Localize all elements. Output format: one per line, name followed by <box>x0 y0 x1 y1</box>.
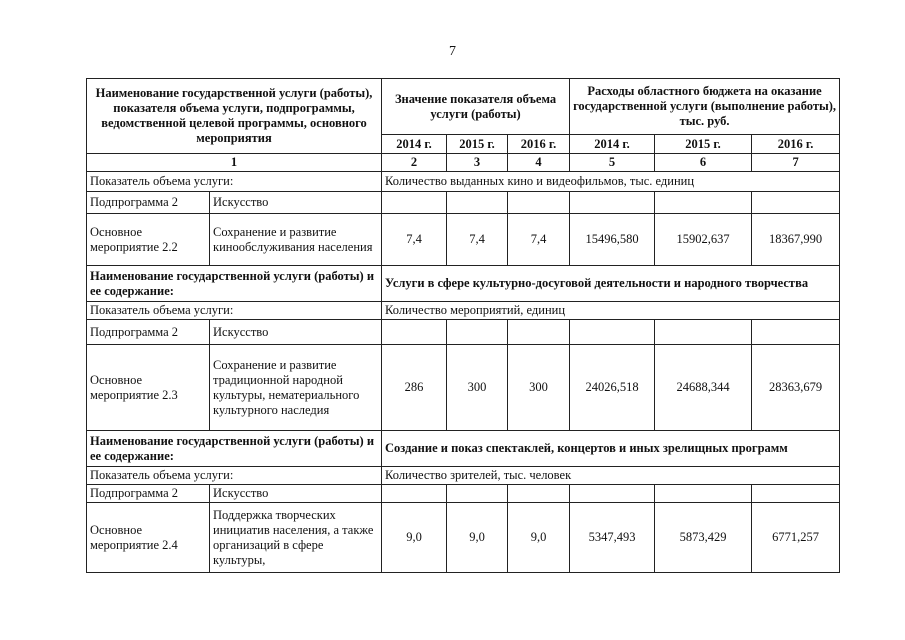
event-description: Сохранение и развитие кинообслуживания населения <box>210 214 382 266</box>
header-service-name: Наименование государственной услуги (работы), показателя объема услуги, подпрограммы, ведомственной целевой программы, основного мероприятия <box>87 79 382 154</box>
event-label: Основное мероприятие 2.2 <box>87 214 210 266</box>
column-number: 6 <box>655 154 752 172</box>
event-description: Сохранение и развитие традиционной народной культуры, нематериального культурного наследия <box>210 345 382 431</box>
indicator-label: Показатель объема услуги: <box>87 172 382 192</box>
service-value: Создание и показ спектаклей, концертов и иных зрелищных программ <box>382 431 840 467</box>
column-number: 5 <box>570 154 655 172</box>
subprogram-name: Искусство <box>210 320 382 345</box>
value-cell: 7,4 <box>447 214 508 266</box>
header-year: 2014 г. <box>382 135 447 154</box>
event-label: Основное мероприятие 2.3 <box>87 345 210 431</box>
value-cell: 9,0 <box>508 503 570 573</box>
value-cell: 9,0 <box>382 503 447 573</box>
service-label: Наименование государственной услуги (работы) и ее содержание: <box>87 431 382 467</box>
header-year: 2014 г. <box>570 135 655 154</box>
column-number: 3 <box>447 154 508 172</box>
value-cell: 6771,257 <box>752 503 840 573</box>
page-number: 7 <box>449 44 456 59</box>
value-cell: 28363,679 <box>752 345 840 431</box>
value-cell: 7,4 <box>508 214 570 266</box>
header-year: 2016 г. <box>508 135 570 154</box>
indicator-label: Показатель объема услуги: <box>87 467 382 485</box>
service-value: Услуги в сфере культурно-досуговой деятельности и народного творчества <box>382 266 840 302</box>
value-cell: 24688,344 <box>655 345 752 431</box>
subprogram-label: Подпрограмма 2 <box>87 192 210 214</box>
value-cell: 18367,990 <box>752 214 840 266</box>
indicator-value: Количество выданных кино и видеофильмов, тыс. единиц <box>382 172 840 192</box>
column-number: 2 <box>382 154 447 172</box>
indicator-value: Количество зрителей, тыс. человек <box>382 467 840 485</box>
value-cell: 5347,493 <box>570 503 655 573</box>
indicator-label: Показатель объема услуги: <box>87 302 382 320</box>
subprogram-label: Подпрограмма 2 <box>87 320 210 345</box>
column-number: 1 <box>87 154 382 172</box>
indicator-value: Количество мероприятий, единиц <box>382 302 840 320</box>
subprogram-name: Искусство <box>210 485 382 503</box>
subprogram-label: Подпрограмма 2 <box>87 485 210 503</box>
column-number: 7 <box>752 154 840 172</box>
value-cell: 300 <box>508 345 570 431</box>
header-year: 2016 г. <box>752 135 840 154</box>
value-cell: 7,4 <box>382 214 447 266</box>
value-cell: 5873,429 <box>655 503 752 573</box>
value-cell: 24026,518 <box>570 345 655 431</box>
header-indicator-value: Значение показателя объема услуги (работы) <box>382 79 570 135</box>
value-cell: 15902,637 <box>655 214 752 266</box>
subprogram-name: Искусство <box>210 192 382 214</box>
value-cell: 286 <box>382 345 447 431</box>
header-year: 2015 г. <box>447 135 508 154</box>
header-year: 2015 г. <box>655 135 752 154</box>
value-cell: 300 <box>447 345 508 431</box>
header-expenses: Расходы областного бюджета на оказание государственной услуги (выполнение работы), тыс. руб. <box>570 79 840 135</box>
event-label: Основное мероприятие 2.4 <box>87 503 210 573</box>
value-cell: 15496,580 <box>570 214 655 266</box>
budget-table <box>86 78 840 573</box>
event-description: Поддержка творческих инициатив населения, а также организаций в сфере культуры, <box>210 503 382 573</box>
column-number: 4 <box>508 154 570 172</box>
value-cell: 9,0 <box>447 503 508 573</box>
service-label: Наименование государственной услуги (работы) и ее содержание: <box>87 266 382 302</box>
